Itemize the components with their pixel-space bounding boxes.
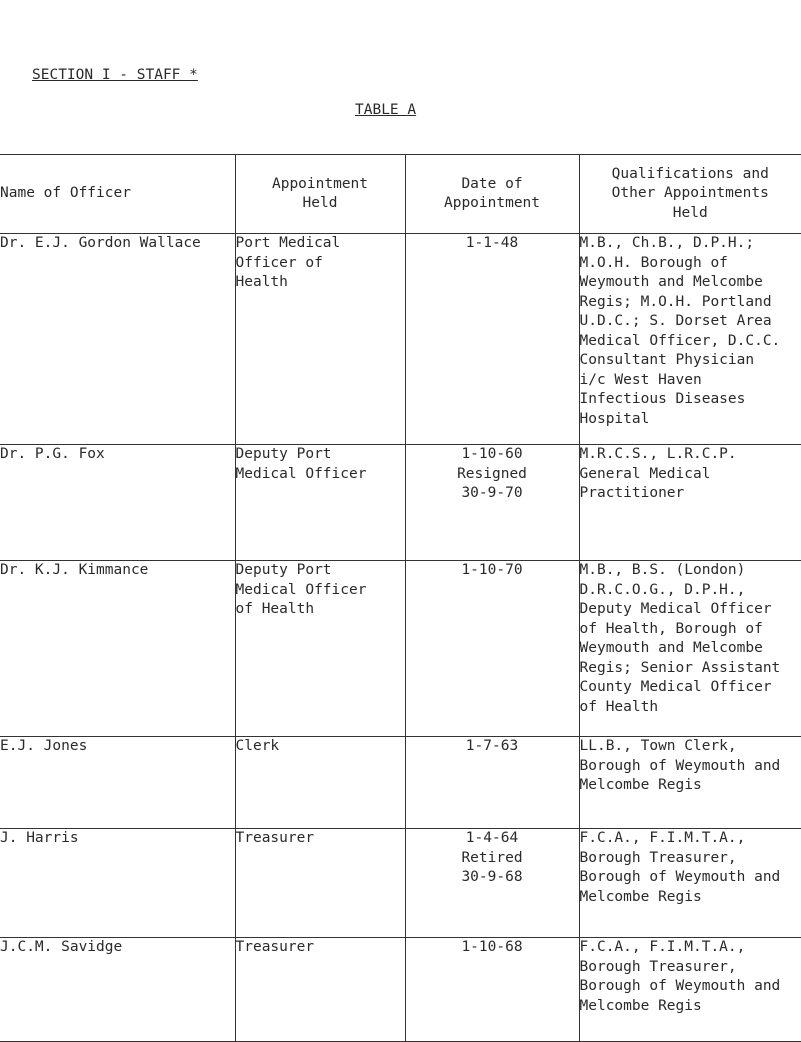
officer-name: Dr. K.J. Kimmance [0, 561, 235, 737]
qualifications: M.B., Ch.B., D.P.H.; M.O.H. Borough of Weymouth and Melcombe Regis; M.O.H. Portland U.D.C.; S. Dorset Area Medical Officer, D.C.C. Consultant Physician i/c West Haven Infectious Diseases Hospital [579, 234, 801, 445]
column-header-name: Name of Officer [0, 155, 235, 234]
qualifications: F.C.A., F.I.M.T.A., Borough Treasurer, Borough of Weymouth and Melcombe Regis [579, 938, 801, 1042]
table-row [0, 234, 801, 445]
table-row [0, 829, 801, 938]
appointment-date: 1-1-48 [405, 234, 579, 445]
officer-name: Dr. P.G. Fox [0, 445, 235, 561]
appointment-held: Port Medical Officer of Health [235, 234, 405, 445]
staff-table [0, 154, 801, 1042]
officer-name: E.J. Jones [0, 737, 235, 829]
appointment-held: Deputy Port Medical Officer of Health [235, 561, 405, 737]
appointment-date: 1-10-60 Resigned 30-9-70 [405, 445, 579, 561]
column-header-qualifications: Qualifications and Other Appointments Held [579, 155, 801, 234]
table-row [0, 737, 801, 829]
appointment-held: Clerk [235, 737, 405, 829]
table-row [0, 445, 801, 561]
qualifications: LL.B., Town Clerk, Borough of Weymouth and Melcombe Regis [579, 737, 801, 829]
appointment-date: 1-4-64 Retired 30-9-68 [405, 829, 579, 938]
table-title: TABLE A [355, 102, 417, 118]
column-header-date: Date of Appointment [405, 155, 579, 234]
section-title: SECTION I - STAFF * [32, 67, 198, 83]
appointment-date: 1-7-63 [405, 737, 579, 829]
appointment-held: Treasurer [235, 829, 405, 938]
table-header-row [0, 155, 801, 234]
qualifications: M.R.C.S., L.R.C.P. General Medical Practitioner [579, 445, 801, 561]
appointment-date: 1-10-68 [405, 938, 579, 1042]
table-row [0, 561, 801, 737]
qualifications: F.C.A., F.I.M.T.A., Borough Treasurer, Borough of Weymouth and Melcombe Regis [579, 829, 801, 938]
table-row [0, 938, 801, 1042]
officer-name: J.C.M. Savidge [0, 938, 235, 1042]
appointment-date: 1-10-70 [405, 561, 579, 737]
appointment-held: Deputy Port Medical Officer [235, 445, 405, 561]
officer-name: Dr. E.J. Gordon Wallace [0, 234, 235, 445]
qualifications: M.B., B.S. (London) D.R.C.O.G., D.P.H., Deputy Medical Officer of Health, Borough of Weymouth and Melcombe Regis; Senior Assistant County Medical Officer of Health [579, 561, 801, 737]
appointment-held: Treasurer [235, 938, 405, 1042]
officer-name: J. Harris [0, 829, 235, 938]
column-header-appointment: Appointment Held [235, 155, 405, 234]
